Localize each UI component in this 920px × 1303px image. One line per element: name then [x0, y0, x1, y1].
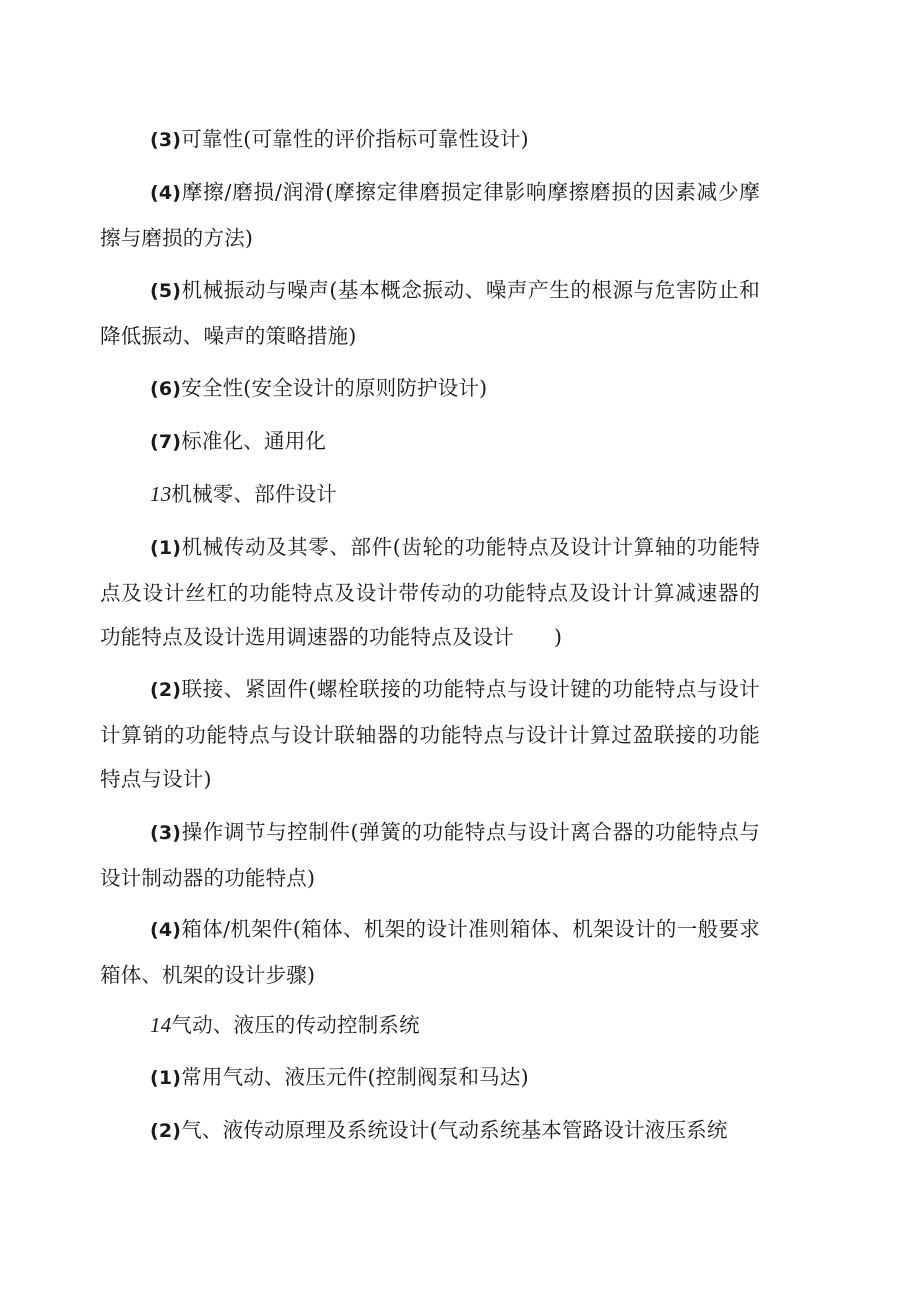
paragraph-text: 气、液传动原理及系统设计(气动系统基本管路设计液压系统 [181, 1118, 728, 1142]
section-number: 14 [150, 1013, 172, 1037]
paragraph-text: 安全性(安全设计的原则防护设计) [181, 376, 488, 400]
paragraph-housing-frame [100, 907, 760, 997]
paragraph-vibration-noise [100, 268, 760, 358]
paragraph-fasteners [100, 667, 760, 802]
section-number: 13 [150, 482, 172, 506]
paragraph-closing-paren: ) [554, 625, 563, 649]
paragraph-text: 摩擦/磨损/润滑(摩擦定律磨损定律影响摩擦磨损的因素减少摩擦与磨损的方法) [100, 180, 760, 250]
item-number: (6) [150, 378, 182, 400]
item-number: (2) [150, 679, 182, 701]
paragraph-text: 标准化、通用化 [181, 429, 327, 453]
paragraph-pneumatic-components [100, 1055, 760, 1101]
item-number: (4) [150, 919, 182, 941]
section-title: 机械零、部件设计 [171, 482, 338, 506]
paragraph-standardization [100, 419, 760, 465]
paragraph-text: 常用气动、液压元件(控制阀泵和马达) [181, 1065, 529, 1089]
paragraph-text: 机械振动与噪声(基本概念振动、噪声产生的根源与危害防止和降低振动、噪声的策略措施) [100, 278, 760, 348]
item-number: (3) [150, 822, 182, 844]
item-number: (4) [150, 182, 182, 204]
paragraph-mechanical-transmission [100, 525, 760, 660]
section-heading-13 [100, 472, 760, 517]
paragraph-transmission-principle [100, 1108, 760, 1154]
paragraph-text: 箱体/机架件(箱体、机架的设计准则箱体、机架设计的一般要求箱体、机架的设计步骤) [100, 917, 760, 987]
paragraph-text: 机械传动及其零、部件(齿轮的功能特点及设计计算轴的功能特点及设计丝杠的功能特点及设计带传动的功能特点及设计计算减速器的功能特点及设计选用调速器的功能特点及设计 [100, 535, 760, 649]
item-number: (7) [150, 431, 182, 453]
item-number: (1) [150, 537, 182, 559]
item-number: (5) [150, 280, 182, 302]
paragraph-control-parts [100, 810, 760, 900]
paragraph-text: 操作调节与控制件(弹簧的功能特点与设计离合器的功能特点与设计制动器的功能特点) [100, 820, 760, 890]
paragraph-text: 可靠性(可靠性的评价指标可靠性设计) [181, 127, 529, 151]
item-number: (2) [150, 1120, 182, 1142]
paragraph-friction-wear [100, 170, 760, 260]
item-number: (1) [150, 1067, 182, 1089]
section-heading-14 [100, 1003, 760, 1048]
section-title: 气动、液压的传动控制系统 [171, 1013, 420, 1037]
paragraph-safety [100, 366, 760, 412]
item-number: (3) [150, 129, 182, 151]
paragraph-text: 联接、紧固件(螺栓联接的功能特点与设计键的功能特点与设计计算销的功能特点与设计联轴器的功能特点与设计计算过盈联接的功能特点与设计) [100, 677, 760, 791]
paragraph-reliability [100, 117, 760, 163]
